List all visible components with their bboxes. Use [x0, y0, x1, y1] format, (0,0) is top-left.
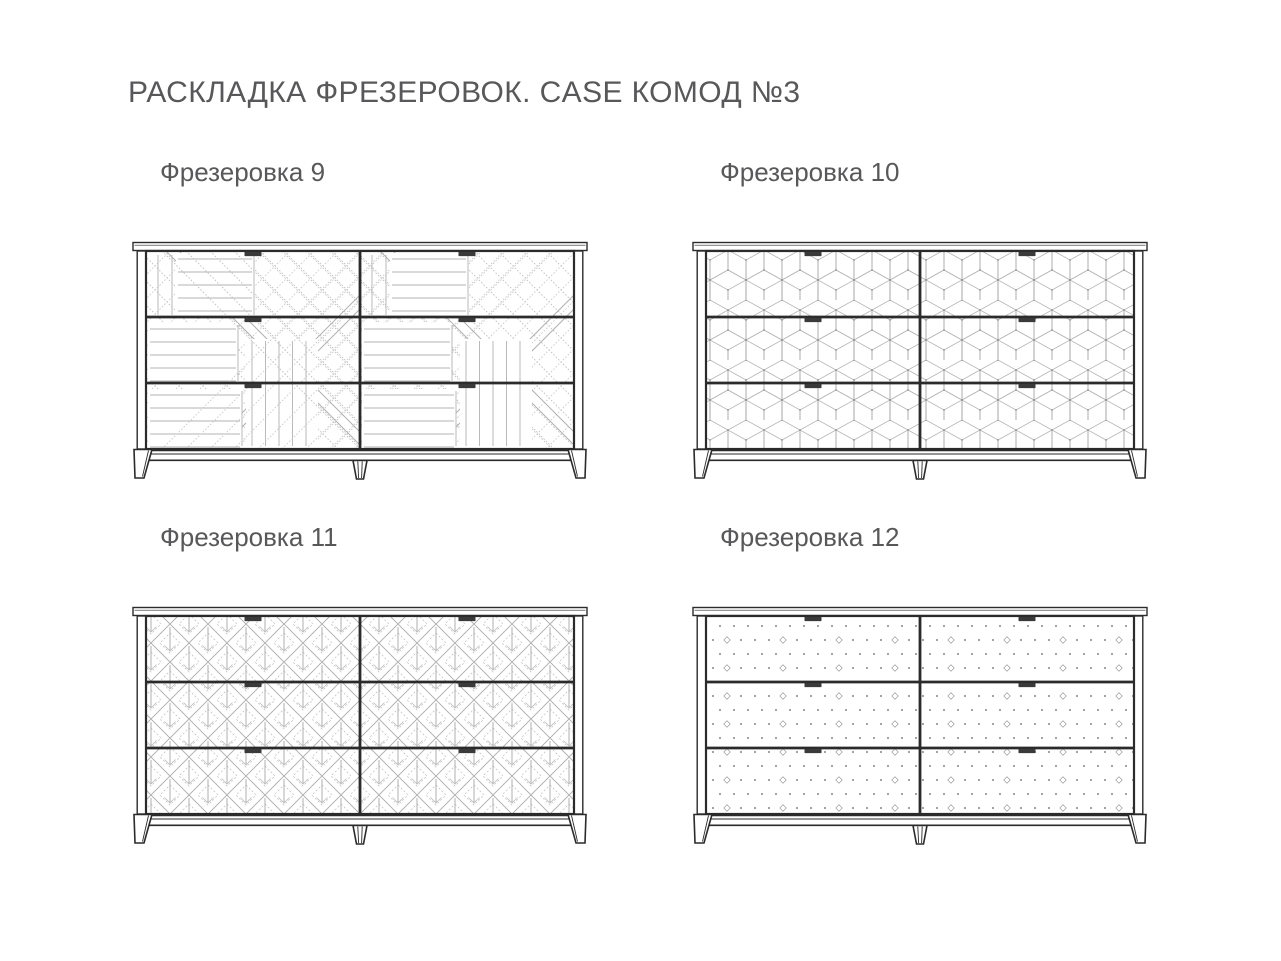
drawer-handle — [459, 318, 476, 322]
drawer-handle — [459, 749, 476, 753]
drawer-handle — [805, 749, 822, 753]
milling-label: Фрезеровка 11 — [160, 522, 338, 552]
drawer-handle — [805, 683, 822, 687]
dresser-drawing-diamond-chevron — [132, 605, 588, 847]
milling-figure-4 — [692, 521, 1148, 847]
drawer-handle — [459, 384, 476, 388]
drawer-handle — [1019, 318, 1036, 322]
drawer-handle — [245, 252, 262, 256]
milling-label: Фрезеровка 10 — [720, 157, 900, 187]
milling-label: Фрезеровка 9 — [160, 157, 326, 187]
dresser-drawing-iso-cubes — [692, 240, 1148, 482]
drawer-handle — [245, 749, 262, 753]
drawer-handle — [805, 318, 822, 322]
dresser-drawing-dot-grid — [692, 605, 1148, 847]
drawer-handle — [245, 384, 262, 388]
drawer-handle — [805, 252, 822, 256]
drawer-handle — [805, 384, 822, 388]
drawer-handle — [459, 252, 476, 256]
milling-figure-1 — [132, 156, 588, 482]
drawer-handle — [1019, 749, 1036, 753]
dresser-drawing-diagonal-planks — [132, 240, 588, 482]
drawer-handle — [1019, 617, 1036, 621]
drawer-handle — [1019, 384, 1036, 388]
drawer-handle — [245, 617, 262, 621]
drawer-handle — [805, 617, 822, 621]
page-title: РАСКЛАДКА ФРЕЗЕРОВОК. CASE КОМОД №3 — [128, 76, 801, 109]
milling-figure-2 — [692, 156, 1148, 482]
milling-figure-3 — [132, 521, 588, 847]
drawer-handle — [1019, 252, 1036, 256]
drawer-handle — [245, 318, 262, 322]
drawer-handle — [459, 617, 476, 621]
drawer-handle — [245, 683, 262, 687]
drawer-handle — [1019, 683, 1036, 687]
drawer-handle — [459, 683, 476, 687]
milling-label: Фрезеровка 12 — [720, 522, 900, 552]
